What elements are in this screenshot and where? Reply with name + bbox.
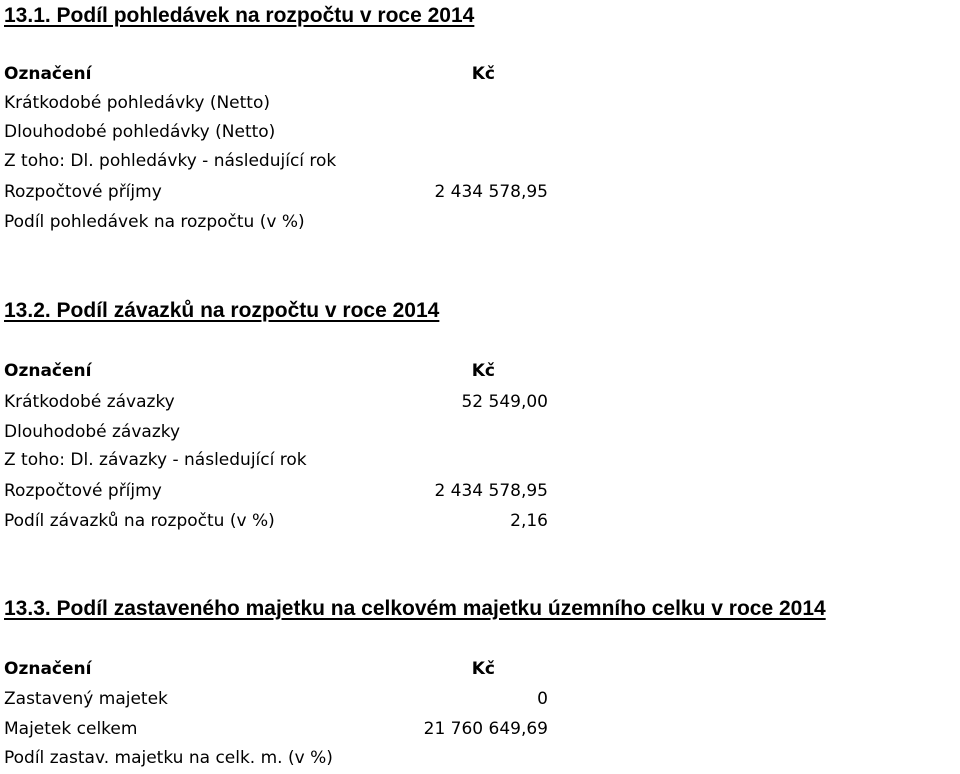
row-label: Z toho: Dl. závazky - následující rok: [4, 450, 307, 470]
row-label: Rozpočtové příjmy: [4, 182, 162, 202]
row-label: Zastavený majetek: [4, 689, 168, 709]
table-header: [4, 357, 548, 386]
table-header: [4, 655, 548, 684]
row-value: 52 549,00: [461, 392, 548, 412]
table-row: [4, 744, 548, 773]
row-label: Podíl zastav. majetku na celk. m. (v %): [4, 748, 333, 768]
section-receivables-title: 13.1. Podíl pohledávek na rozpočtu v roce 2014: [4, 4, 475, 27]
column-header-value: Kč: [471, 361, 495, 381]
table-row: [4, 477, 548, 506]
table-row: [4, 715, 548, 744]
row-label: Krátkodobé závazky: [4, 392, 175, 412]
column-header-value: Kč: [471, 64, 495, 84]
row-label: Majetek celkem: [4, 719, 138, 739]
row-value: 2 434 578,95: [434, 481, 548, 501]
table-header: [4, 60, 548, 89]
column-header-label: Označení: [4, 659, 92, 679]
row-label: Dlouhodobé pohledávky (Netto): [4, 122, 276, 142]
column-header-value: Kč: [471, 659, 495, 679]
table-row: [4, 147, 548, 176]
table-row: [4, 388, 548, 417]
table-row: [4, 89, 548, 118]
row-value: 2 434 578,95: [434, 182, 548, 202]
table-row: [4, 208, 548, 237]
table-row: [4, 178, 548, 207]
row-label: Rozpočtové příjmy: [4, 481, 162, 501]
table-row: [4, 118, 548, 147]
row-label: Z toho: Dl. pohledávky - následující rok: [4, 151, 337, 171]
table-row: [4, 446, 548, 475]
table-row: [4, 507, 548, 536]
row-value: 2,16: [510, 511, 548, 531]
table-row: [4, 685, 548, 714]
row-label: Podíl pohledávek na rozpočtu (v %): [4, 212, 305, 232]
section-liabilities-title: 13.2. Podíl závazků na rozpočtu v roce 2014: [4, 299, 440, 322]
row-label: Krátkodobé pohledávky (Netto): [4, 93, 270, 113]
row-value: 21 760 649,69: [423, 719, 548, 739]
column-header-label: Označení: [4, 64, 92, 84]
section-pledged-assets-title: 13.3. Podíl zastaveného majetku na celkovém majetku územního celku v roce 2014: [4, 597, 826, 620]
row-label: Podíl závazků na rozpočtu (v %): [4, 511, 275, 531]
table-row: [4, 418, 548, 447]
row-label: Dlouhodobé závazky: [4, 422, 181, 442]
column-header-label: Označení: [4, 361, 92, 381]
row-value: 0: [537, 689, 548, 709]
